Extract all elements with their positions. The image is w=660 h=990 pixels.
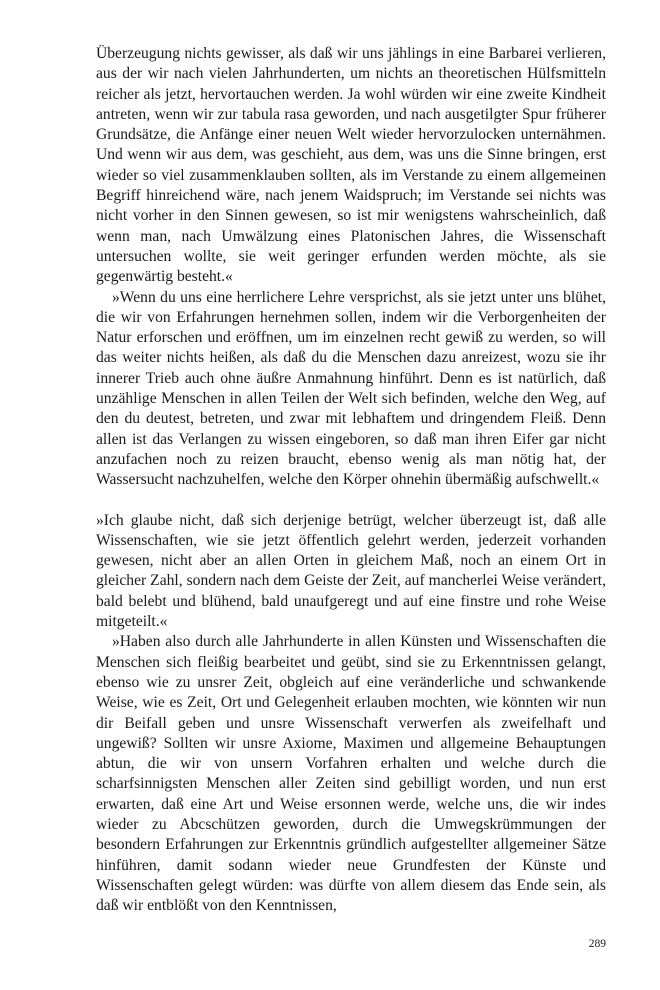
paragraph-4: »Haben also durch alle Jahrhunderte in allen Künsten und Wissenschaften die Menschen sich fleißig bearbeitet und geübt, sind sie zu Erkenntnissen gelangt, ebenso wie zu unsrer Zeit, obgleich auf eine veränderliche und schwankende Weise, wie es Zeit, Ort und Gelegenheit erlauben mochten, wie könnten wir nun dir Beifall geben und unsre Wissenschaft verwerfen als zweifelhaft und ungewiß? Sollten wir unsre Axiome, Maximen und allgemeine Behauptungen abtun, die wir von unsern Vorfahren erhalten und welche durch die scharfsinnigsten Menschen aller Zeiten sind gebilligt worden, und nun erst erwarten, daß eine Art und Weise ersonnen werde, welche uns, die wir indes wieder zu Abcschützen geworden, durch die Umwegskrümmungen der besondern Erfahrungen zur Erkenntnis gründlich aufgestellter allgemeiner Sätze hinführen, damit sodann wieder neue Grundfesten der Künste und Wissenschaften gelegt würden: was dürfte von allem diesem das Ende sein, als daß wir entblößt von den Kenntnissen,: [96, 633, 606, 915]
page-number: 289: [588, 938, 606, 950]
paragraph-1: Überzeugung nichts gewisser, als daß wir uns jählings in eine Barbarei verlieren, aus der wir nach vielen Jahrhunderten, um nichts an theoretischen Hülfsmitteln reicher als jetzt, hervortauchen werden. Ja wohl würden wir eine zweite Kindheit antreten, wenn wir zur tabula rasa geworden, und nach ausgetilgter Spur früherer Grundsätze, die Anfänge einer neuen Welt wieder hervorzulocken unternähmen. Und wenn wir aus dem, was geschieht, aus dem, was uns die Sinne bringen, erst wieder so viel zusammenklauben sollten, als im Verstande zu einem allgemeinen Begriff hinreichend wäre, nach jenem Waidspruch; im Verstande sei nichts was nicht vorher in den Sinnen gewesen, so ist mir wenigstens wahrscheinlich, daß wenn man, nach Umwälzung eines Platonischen Jahres, die Wissenschaft untersuchen wollte, sie weit geringer erfunden werden möchte, als sie gegenwärtig besteht.«: [96, 45, 606, 286]
paragraph-2: »Wenn du uns eine herrlichere Lehre versprichst, als sie jetzt unter uns blühet, die wir von Erfahrungen hernehmen sollen, indem wir die Verborgenheiten der Natur erforschen und eröffnen, um im einzelnen recht gewiß zu werden, so will das weiter nichts heißen, als daß du die Menschen dazu anreizest, wozu sie ihr innerer Trieb auch ohne äußre Anmahnung hinführt. Denn es ist natürlich, daß unzählige Menschen in allen Teilen der Welt sich befinden, welche den Weg, auf den du deutest, betreten, und zwar mit lebhaftem und dringendem Fleiß. Denn allen ist das Verlangen zu wissen eingeboren, so daß man ihren Eifer gar nicht anzufachen noch zu reizen braucht, ebenso wenig als man nötig hat, der Wassersucht nachzuhelfen, welche den Körper ohnehin übermäßig aufschwellt.«: [96, 288, 606, 489]
paragraph-3: »Ich glaube nicht, daß sich derjenige betrügt, welcher überzeugt ist, daß alle Wissenschaften, wie sie jetzt öffentlich gelehrt werden, jederzeit vorhanden gewesen, nicht aber an allen Orten in gleichem Maß, noch an einem Ort in gleicher Zahl, sondern nach dem Geiste der Zeit, auf mancherlei Weise verändert, bald belebt und blühend, bald unaufgeregt und auf eine finstre und rohe Weise mitgeteilt.«: [96, 511, 606, 631]
book-page-body: [96, 44, 606, 916]
section-gap: [96, 491, 606, 511]
